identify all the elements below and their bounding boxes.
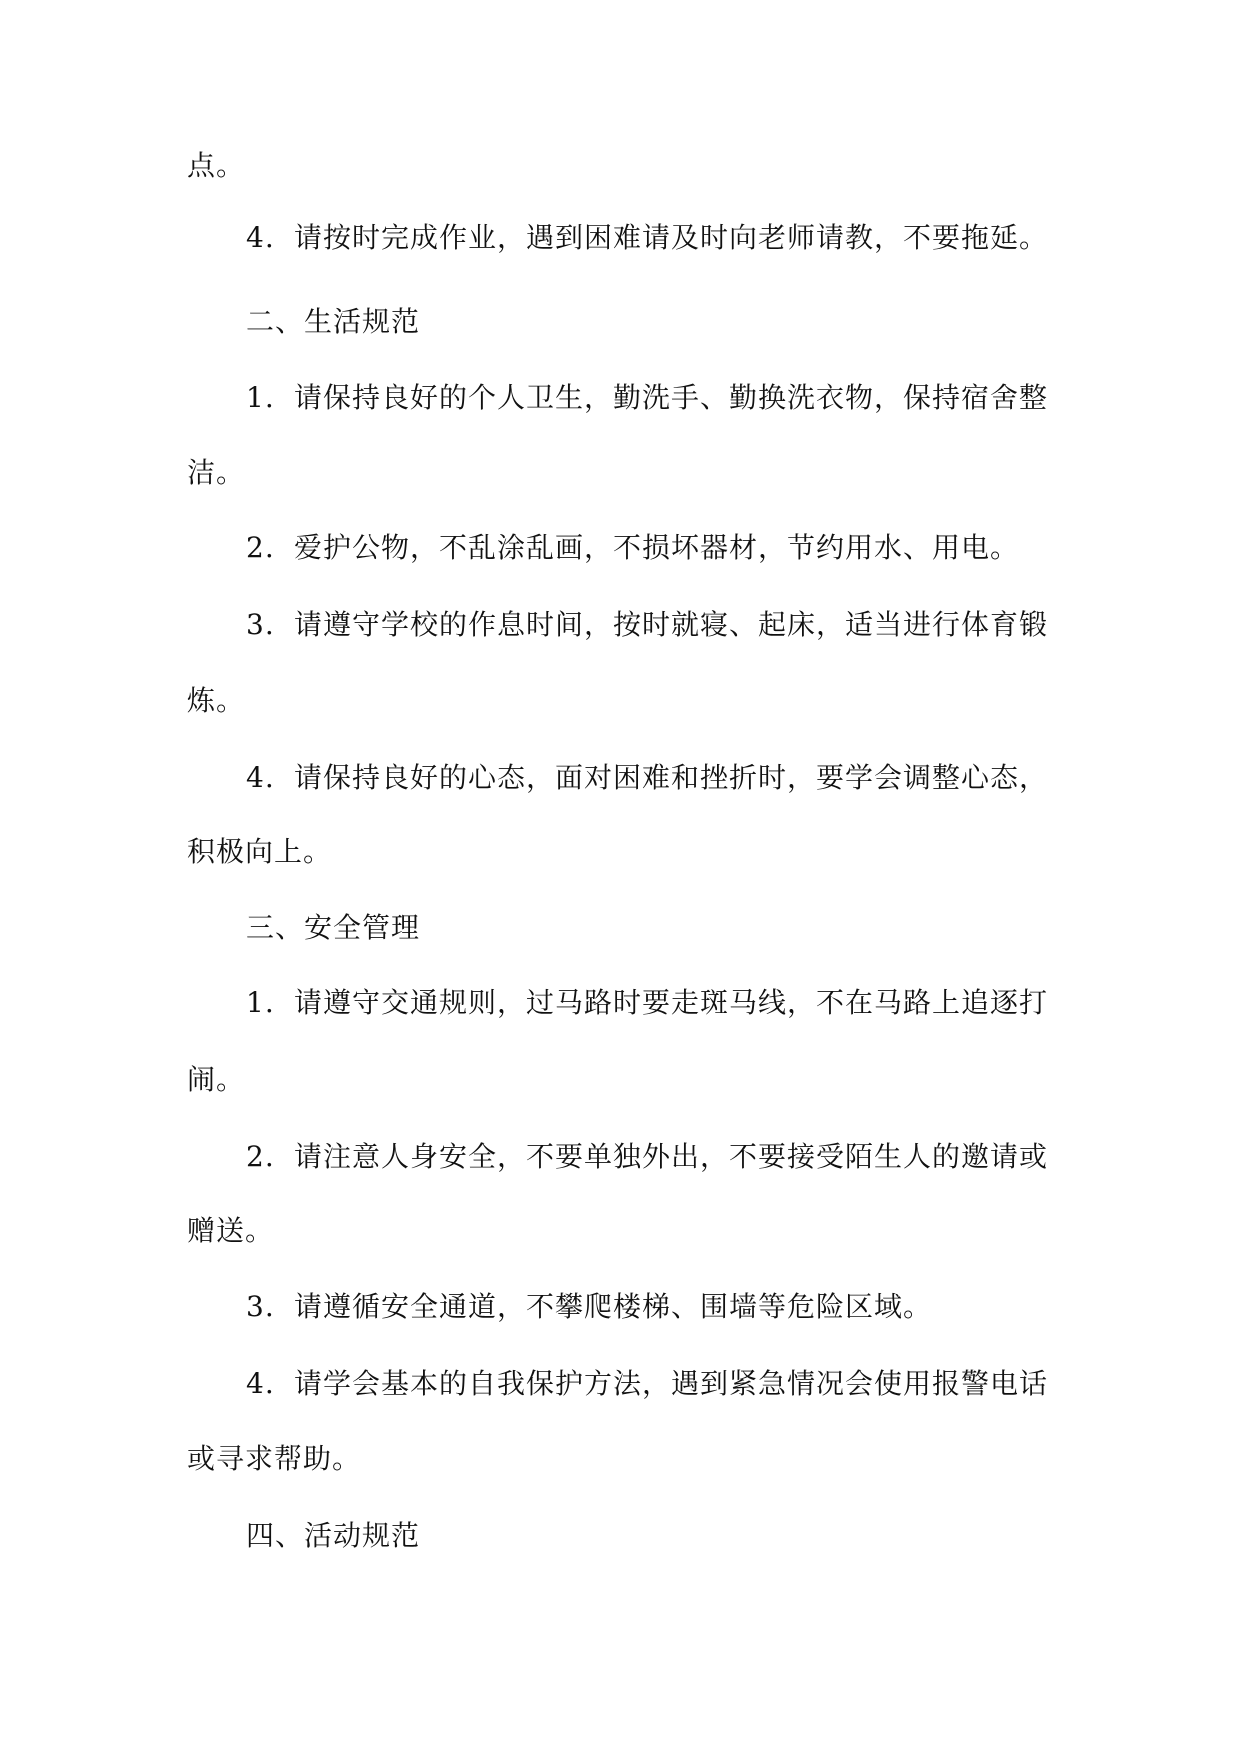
heading-text: 四、活动规范 xyxy=(246,1519,421,1552)
list-number: 2. xyxy=(246,1140,275,1173)
line-text: 请注意人身安全，不要单独外出，不要接受陌生人的邀请或 xyxy=(294,1140,1049,1173)
line-text: 请保持良好的心态，面对困难和挫折时，要学会调整心态， xyxy=(294,761,1049,794)
text-line xyxy=(187,1062,245,1098)
list-item xyxy=(246,1366,1048,1402)
text-line xyxy=(187,1441,361,1477)
line-text: 请保持良好的个人卫生，勤洗手、勤换洗衣物，保持宿舍整 xyxy=(294,381,1049,414)
text-line xyxy=(187,455,245,491)
list-number: 1. xyxy=(246,381,275,414)
section-heading xyxy=(246,1518,420,1554)
list-item xyxy=(246,380,1048,416)
list-number: 4. xyxy=(246,221,275,254)
line-text: 点。 xyxy=(187,149,246,182)
line-text: 请按时完成作业，遇到困难请及时向老师请教，不要拖延。 xyxy=(294,221,1049,254)
list-number: 4. xyxy=(246,761,275,794)
list-number: 2. xyxy=(246,531,275,564)
list-number: 4. xyxy=(246,1367,275,1400)
line-text: 炼。 xyxy=(187,684,246,717)
line-text: 请遵守交通规则，过马路时要走斑马线，不在马路上追逐打 xyxy=(294,986,1049,1019)
heading-text: 二、生活规范 xyxy=(246,305,421,338)
line-text: 赠送。 xyxy=(187,1214,275,1247)
line-text: 请遵守学校的作息时间，按时就寝、起床，适当进行体育锻 xyxy=(294,608,1049,641)
list-item xyxy=(246,530,1019,566)
section-heading xyxy=(246,910,420,946)
list-number: 1. xyxy=(246,986,275,1019)
text-line xyxy=(187,834,332,870)
heading-text: 三、安全管理 xyxy=(246,911,421,944)
list-item xyxy=(246,985,1048,1021)
text-line xyxy=(187,148,245,184)
line-text: 闹。 xyxy=(187,1063,246,1096)
line-text: 积极向上。 xyxy=(187,835,333,868)
list-item xyxy=(246,760,1048,796)
text-line xyxy=(187,683,245,719)
list-item xyxy=(246,1289,932,1325)
line-text: 请学会基本的自我保护方法，遇到紧急情况会使用报警电话 xyxy=(294,1367,1049,1400)
list-number: 3. xyxy=(246,1290,275,1323)
list-item xyxy=(246,220,1048,256)
text-line xyxy=(187,1213,274,1249)
line-text: 洁。 xyxy=(187,456,246,489)
line-text: 或寻求帮助。 xyxy=(187,1442,362,1475)
section-heading xyxy=(246,304,420,340)
list-number: 3. xyxy=(246,608,275,641)
list-item xyxy=(246,607,1048,643)
line-text: 请遵循安全通道，不攀爬楼梯、围墙等危险区域。 xyxy=(294,1290,933,1323)
line-text: 爱护公物，不乱涂乱画，不损坏器材，节约用水、用电。 xyxy=(294,531,1020,564)
list-item xyxy=(246,1139,1048,1175)
